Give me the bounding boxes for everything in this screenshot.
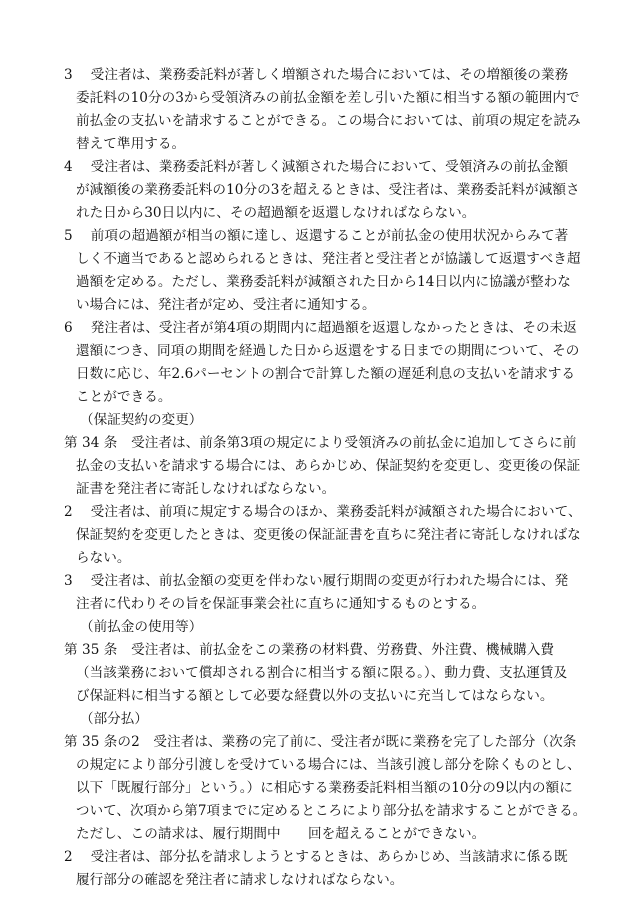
text-line: ただし、この請求は、履行期間中 回を超えることができない。	[76, 826, 486, 842]
text-line: らない。	[76, 550, 131, 566]
text-line: 還額につき、同項の期間を経過した日から返還をする日までの期間について、その	[76, 343, 580, 359]
text-line: 2 受注者は、前項に規定する場合のほか、業務委託料が減額された場合において、	[64, 504, 582, 520]
text-line: 保証契約を変更したときは、変更後の保証証書を直ちに発注者に寄託しなければな	[76, 527, 581, 543]
text-line: 委託料の10分の3から受領済みの前払金額を差し引いた額に相当する額の範囲内で	[76, 90, 580, 106]
text-line: 履行部分の確認を発注者に請求しなければならない。	[76, 872, 404, 888]
text-line: 5 前項の超過額が相当の額に達し、返還することが前払金の使用状況からみて著	[64, 228, 569, 244]
text-line: ことができる。	[76, 389, 172, 405]
text-line: 3 受注者は、業務委託料が著しく増額された場合においては、その増額後の業務	[64, 67, 569, 83]
text-line: 日数に応じ、年2.6パーセントの割合で計算した額の遅延利息の支払いを請求する	[76, 366, 576, 382]
text-line: 第 35 条 受注者は、前払金をこの業務の材料費、労務費、外注費、機械購入費	[64, 642, 555, 658]
text-line: が減額後の業務委託料の10分の3を超えるときは、受注者は、業務委託料が減額さ	[76, 182, 580, 198]
text-line: 替えて準用する。	[76, 136, 186, 152]
text-line: 前払金の支払いを請求することができる。この場合においては、前項の規定を読み	[76, 113, 581, 129]
text-line: 6 発注者は、受注者が第4項の期間内に超過額を返還しなかったときは、その未返	[64, 320, 577, 336]
text-line: 2 受注者は、部分払を請求しようとするときは、あらかじめ、当該請求に係る既	[64, 849, 568, 865]
text-line: の規定により部分引渡しを受けている場合には、当該引渡し部分を除くものとし、	[76, 757, 581, 773]
article-heading: （保証契約の変更）	[80, 412, 203, 428]
text-line: 3 受注者は、前払金額の変更を伴わない履行期間の変更が行われた場合には、発	[64, 573, 569, 589]
text-line: 以下「既履行部分」という。）に相応する業務委託料相当額の10分の9以内の額に	[76, 780, 573, 796]
text-line: 過額を定める。ただし、業務委託料が減額された日から14日以内に協議が整わな	[76, 274, 571, 290]
article-heading: （部分払）	[80, 711, 148, 727]
text-line: 払金の支払いを請求する場合には、あらかじめ、保証契約を変更し、変更後の保証	[76, 458, 581, 474]
text-line: 証書を発注者に寄託しなければならない。	[76, 481, 336, 497]
text-line: （当該業務において償却される割合に相当する額に限る。）、動力費、支払運賃及	[76, 665, 568, 681]
text-line: れた日から30日以内に、その超過額を返還しなければならない。	[76, 205, 476, 221]
text-line: ついて、次項から第7項までに定めるところにより部分払を請求することができる。	[76, 803, 587, 819]
text-line: び保証料に相当する額として必要な経費以外の支払いに充当してはならない。	[76, 688, 554, 704]
text-line: 第 34 条 受注者は、前条第3項の規定により受領済みの前払金に追加してさらに前	[64, 435, 577, 451]
text-line: 注者に代わりその旨を保証事業会社に直ちに通知するものとする。	[76, 596, 486, 612]
text-line: しく不適当であると認められるときは、発注者と受注者とが協議して返還すべき超	[76, 251, 581, 267]
text-line: 4 受注者は、業務委託料が著しく減額された場合において、受領済みの前払金額	[64, 159, 568, 175]
text-line: い場合には、発注者が定め、受注者に通知する。	[76, 297, 376, 313]
text-line: 第 35 条の2 受注者は、業務の完了前に、受注者が既に業務を完了した部分（次条	[64, 734, 577, 750]
article-heading: （前払金の使用等）	[80, 619, 203, 635]
